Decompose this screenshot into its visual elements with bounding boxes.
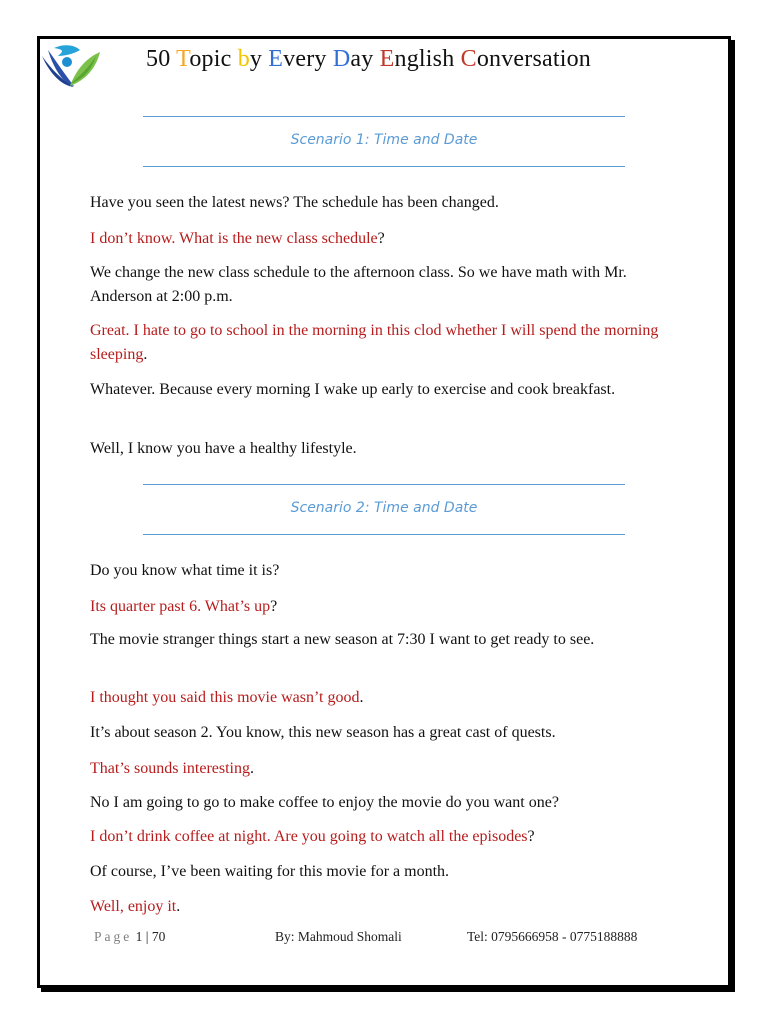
dialogue-line: Have you seen the latest news? The schedule has been changed. — [90, 194, 499, 211]
title-segment: very — [283, 46, 333, 72]
title-segment: b — [237, 46, 250, 72]
title-segment: D — [332, 46, 351, 72]
title-segment: opic — [189, 46, 238, 72]
dialogue-line-reply: Its quarter past 6. What’s up? — [90, 598, 278, 615]
dialogue-line-reply: I thought you said this movie wasn’t good. — [90, 689, 364, 706]
dialogue-line: Whatever. Because every morning I wake up early to exercise and cook breakfast. — [90, 381, 616, 398]
title-segment: onversation — [476, 46, 591, 72]
dialogue-line: No I am going to go to make coffee to enjoy the movie do you want one? — [90, 794, 559, 811]
dialogue-line-reply: I don’t drink coffee at night. Are you going to watch all the episodes? — [90, 828, 535, 845]
scenario-divider — [143, 166, 625, 167]
title-segment: C — [460, 46, 477, 72]
scenario-divider — [143, 534, 625, 535]
phone-numbers: Tel: 0795666958 - 0775188888 — [467, 929, 638, 944]
dialogue-line: The movie stranger things start a new season at 7:30 I want to get ready to see. — [90, 631, 595, 648]
page-number — [94, 929, 165, 945]
dialogue-line: Well, I know you have a healthy lifestyle. — [90, 440, 357, 457]
page-label: Page — [94, 929, 133, 944]
page-separator: | — [145, 929, 149, 944]
dialogue-line-reply: Well, enjoy it. — [90, 898, 181, 915]
title-segment: ay — [350, 46, 380, 72]
current-page: 1 — [135, 929, 143, 944]
dialogue-line-reply: That’s sounds interesting. — [90, 760, 254, 777]
dialogue-line-reply: Great. I hate to go to school in the morning in this clod whether I will spend the morning sleeping. — [90, 322, 659, 363]
logo-icon — [40, 40, 102, 90]
scenario-heading: Scenario 2: Time and Date — [290, 500, 478, 516]
dialogue-line: It’s about season 2. You know, this new season has a great cast of quests. — [90, 724, 556, 741]
author-credit: By: Mahmoud Shomali — [275, 929, 402, 944]
dialogue-line-reply: I don’t know. What is the new class schedule? — [90, 230, 385, 247]
title-segment: nglish — [394, 46, 461, 72]
title-segment: y — [249, 46, 269, 72]
total-pages: 70 — [151, 929, 166, 944]
title-segment: 50 — [146, 46, 177, 72]
scenario-divider — [143, 116, 625, 117]
title-segment: E — [268, 46, 284, 72]
scenario-heading: Scenario 1: Time and Date — [290, 132, 478, 148]
scenario-divider — [143, 484, 625, 485]
title-segment: E — [379, 46, 395, 72]
dialogue-line: We change the new class schedule to the afternoon class. So we have math with Mr. Anderson at 2:00 p.m. — [90, 264, 627, 305]
dialogue-line: Of course, I’ve been waiting for this movie for a month. — [90, 863, 450, 880]
title-segment: T — [176, 46, 190, 72]
dialogue-line: Do you know what time it is? — [90, 562, 280, 579]
document-title — [146, 46, 591, 73]
